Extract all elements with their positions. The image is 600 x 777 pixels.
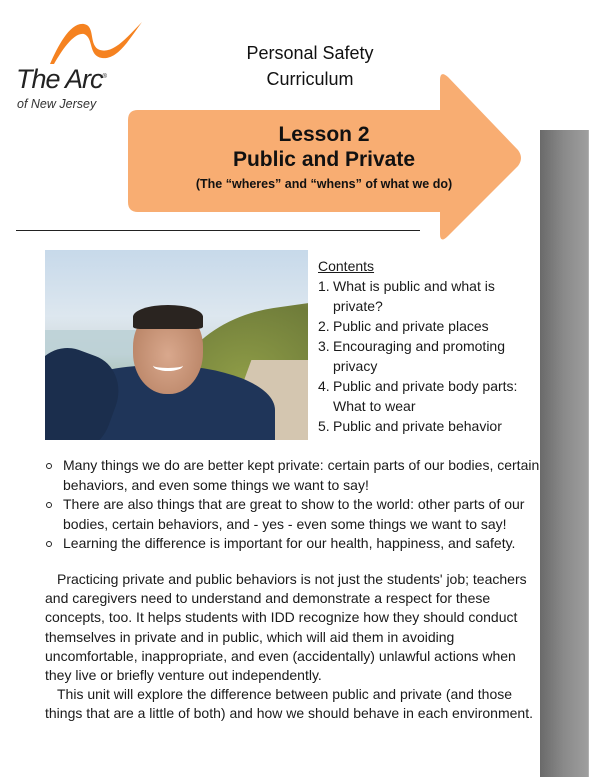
lesson-subtitle: (The “wheres” and “whens” of what we do): [195, 177, 453, 191]
contents-heading: Contents: [318, 258, 375, 274]
hollow-bullet-icon: [46, 502, 52, 508]
hollow-bullet-icon: [46, 463, 52, 469]
contents-item: 4. Public and private body parts: What to wear: [318, 378, 518, 414]
contents-item: 1. What is public and what is private?: [318, 278, 495, 314]
contents-item: 2. Public and private places: [318, 318, 489, 334]
contents-list: [318, 257, 528, 436]
body-paragraph-1: Practicing private and public behaviors is not just the students' job; teachers and caregivers need to understand and demonstrate a respect for these concepts, too. It helps students with IDD recognize how they should conduct themselves in private and in public, which will aid them in avoiding uncomfortable, inappropriate, and even (accidentally) unlawful actions when they live or briefly venture out independently.: [45, 571, 527, 684]
key-points-list: [44, 456, 544, 554]
logo-subtitle: of New Jersey: [17, 97, 97, 111]
selfie-photo: [45, 250, 308, 440]
lesson-title: Public and Private: [232, 148, 416, 171]
body-paragraph-2: This unit will explore the difference between public and private (and those things that are a little of both) and how we should behave in each environment.: [45, 686, 533, 722]
hollow-bullet-icon: [46, 541, 52, 547]
logo-name: The Arc®: [16, 64, 106, 94]
lesson-number: Lesson 2: [278, 123, 370, 146]
key-point: Many things we do are better kept private: certain parts of our bodies, certain behaviors, and even some things we want to say!: [44, 456, 544, 495]
contents-item: 3. Encouraging and promoting privacy: [318, 338, 506, 374]
curriculum-title-line2: Curriculum: [266, 69, 354, 89]
divider-line: [16, 230, 420, 231]
curriculum-title-line1: Personal Safety: [246, 43, 374, 63]
lesson-banner: [128, 122, 520, 193]
contents-item: 5. Public and private behavior: [318, 418, 502, 434]
key-point: Learning the difference is important for our health, happiness, and safety.: [44, 534, 544, 554]
key-point: There are also things that are great to show to the world: other parts of our bodies, certain behaviors, and - yes - even some things we want to say!: [44, 495, 544, 534]
